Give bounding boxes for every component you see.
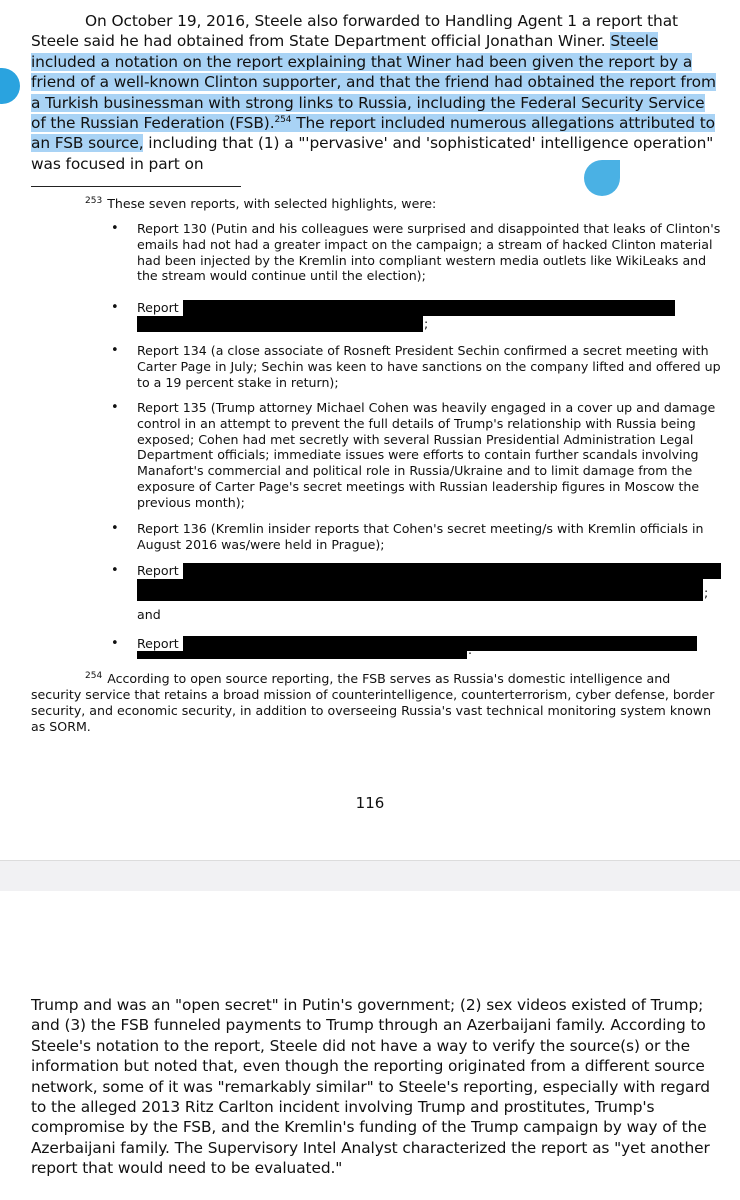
list-item: • Report 135 (Trump attorney Michael Cohen was heavily engaged in a cover up and damage control in an attempt to prevent the full details of Trump's relationship with Russia being exposed; Cohen had met secretly with several Russian Presidential Administration Legal Department officials; immediate issues were efforts to contain further scandals involving Manafort's commercial and political role in Russia/Ukraine and to limit damage from the exposure of Carter Page's secret meetings with Russian leadership figures in Moscow the previous month); <box>111 400 716 510</box>
redaction-block <box>137 579 703 601</box>
footnote-number: 254 <box>85 670 103 681</box>
selected-text[interactable]: Steele included a notation on the report explaining that Winer had been given the report by a friend of a well-known Clinton supporter, and that the friend had obtained the report from a Turkish businessman with strong links to Russia, including the Federal Security Service of the Russian Federation (FSB).$^{254}$ The report included numerous allegations attributed to an FSB source, <box>31 32 716 153</box>
report-list <box>111 221 727 676</box>
bullet: • <box>111 221 119 236</box>
list-item: • Report ; and <box>137 563 727 636</box>
bullet: • <box>111 343 119 358</box>
redaction-block <box>137 316 423 332</box>
bullet: • <box>111 636 119 651</box>
footnote-254: $^{254}$ According to open source reporting, the FSB serves as Russia's domestic intelligence and security service that retains a broad mission of counterintelligence, counterterrorism, cyber defense, border security, and economic security, in addition to overseeing Russia's vast technical monitoring system known as SORM. <box>31 670 715 734</box>
list-item: • Report 136 (Kremlin insider reports that Cohen's secret meeting/s with Kremlin officials in August 2016 was/were held in Prague); <box>111 521 704 552</box>
body-paragraph <box>31 11 721 174</box>
list-connector: and <box>137 607 161 622</box>
bullet: • <box>111 563 119 578</box>
paragraph-text: On October 19, 2016, Steele also forwarded to Handling Agent 1 a report that Steele said he had obtained from State Department official Jonathan Winer. <box>31 12 678 51</box>
list-item: • Report ; <box>137 300 727 343</box>
redaction-block <box>137 651 467 659</box>
footnote-ref[interactable]: 254 <box>274 114 292 125</box>
bullet: • <box>111 300 119 315</box>
redaction-block <box>183 636 697 651</box>
footnote-divider <box>31 186 241 187</box>
body-paragraph: Trump and was an "open secret" in Putin's government; (2) sex videos existed of Trump; and (3) the FSB funneled payments to Trump through an Azerbaijani family. According to Steele's notation to the report, Steele did not have a way to verify the source(s) or the information but noted that, even though the reporting originated from a different source network, some of it was "remarkably similar" to Steele's reporting, especially with regard to the alleged 2013 Ritz Carlton incident involving Trump and prostitutes, Trump's compromise by the FSB, and the Kremlin's funding of the Trump campaign by way of the Azerbaijani family. The Supervisory Intel Analyst characterized the report as "yet another report that would need to be evaluated." <box>31 996 710 1178</box>
list-item: • Report 130 (Putin and his colleagues were surprised and disappointed that leaks of Clinton's emails had not had a greater impact on the campaign; a stream of hacked Clinton material had been injected by the Kremlin into compliant western media outlets like WikiLeaks and the stream would continue until the election); <box>111 221 721 284</box>
list-item: • Report 134 (a close associate of Rosneft President Sechin confirmed a secret meeting with Carter Page in July; Sechin was keen to have sanctions on the company lifted and offered up to a 19 percent stake in return); <box>111 343 721 390</box>
redaction-block <box>183 563 721 579</box>
paragraph-text-end: including that (1) a "'pervasive' and 'sophisticated' intelligence operation" was focused in part on <box>31 134 714 173</box>
document-page-117 <box>0 891 740 1200</box>
footnote-253-intro: $^{253}$ These seven reports, with selected highlights, were: <box>85 195 437 211</box>
page-separator <box>0 860 740 892</box>
page-number: 116 <box>355 794 385 812</box>
selection-handle-start[interactable] <box>0 68 20 104</box>
list-item: • Report . <box>137 636 727 676</box>
footnote-number: 253 <box>85 195 103 206</box>
bullet: • <box>111 400 119 415</box>
bullet: • <box>111 521 119 536</box>
redaction-block <box>183 300 675 316</box>
selection-handle-end[interactable] <box>584 160 620 196</box>
